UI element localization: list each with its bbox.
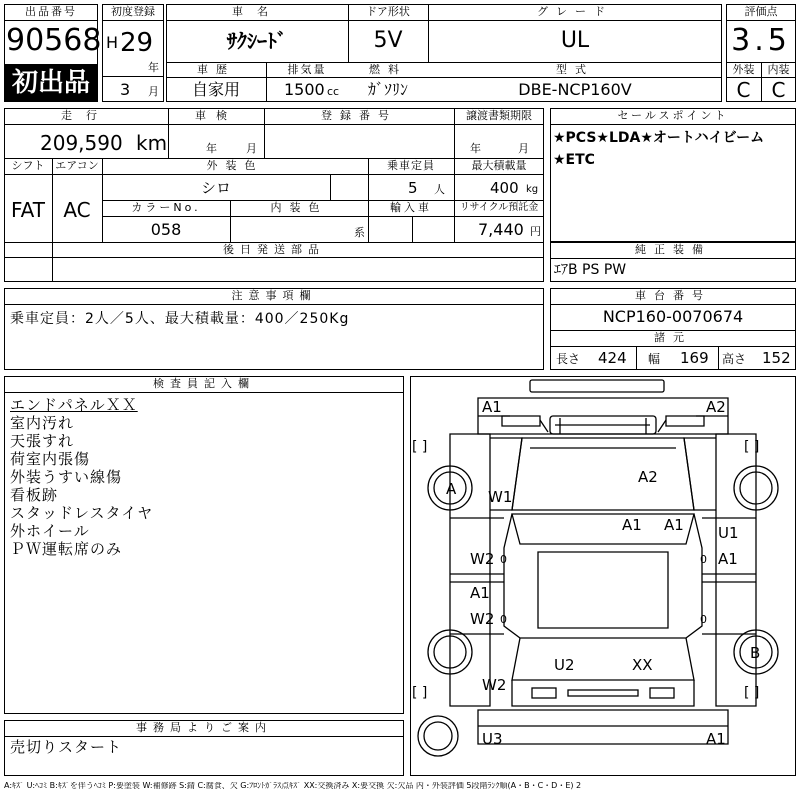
door-label: ドア形状 [366, 5, 410, 18]
equipment-value: ｴｱB PS PW [554, 262, 627, 278]
code-door-right-front: A1 [718, 550, 738, 568]
era-prefix: H [106, 33, 119, 52]
transfer-doc-label: 譲渡書類期限 [466, 109, 532, 122]
capacity-label: 乗車定員 [387, 159, 435, 172]
code-hood: A2 [638, 468, 658, 486]
zero-right-lower: 0 [700, 613, 707, 626]
door-type: 5V [373, 28, 403, 53]
car-name-label: 車名 [232, 5, 282, 18]
interior-label: 内装 [767, 63, 790, 76]
registration-label: 登録番号 [321, 109, 397, 122]
score: 3.5 [731, 23, 791, 58]
sales-points-label: セールスポイント [617, 109, 729, 122]
code-wheel-rear-right: B [750, 644, 761, 662]
inspection-label: 車検 [195, 109, 237, 122]
inspector-line-7: スタッドレスタイヤ [10, 504, 154, 522]
history-label: 車歴 [197, 63, 235, 76]
displacement-label: 排気量 [287, 63, 327, 76]
sales-point-line-1: ★PCS★LDA★オートハイビーム [553, 130, 765, 146]
bracket-left-rear: [ ] [412, 685, 428, 701]
score-label: 評価点 [744, 5, 778, 18]
chassis-label: 車台番号 [635, 289, 711, 302]
exterior-grade: C [736, 78, 751, 102]
notes-text: 乗車定員：2人／5人、最大積載量：400／250Kg [10, 311, 350, 327]
inspector-line-4: 荷室内張傷 [10, 450, 91, 468]
code-roof-right: XX [632, 656, 653, 674]
first-reg-label: 初度登録 [111, 5, 155, 18]
height: 152 [762, 349, 791, 367]
office-label: 事務局よりご案内 [136, 721, 272, 734]
model: DBE-NCP160V [518, 80, 632, 99]
grade-label: グレード [537, 5, 613, 18]
inspector-line-5: 外装うすい線傷 [10, 468, 123, 486]
code-door-rear-left: W2 [470, 550, 495, 568]
max-load: 400 [490, 179, 519, 197]
fuel: ｶﾞｿﾘﾝ [367, 80, 408, 99]
model-label: 型式 [556, 63, 594, 76]
zero-left-upper: 0 [500, 553, 507, 566]
interior-color-label: 内装色 [270, 201, 328, 214]
inspector-line-8: 外ホイール [10, 522, 90, 540]
recycle-fee: 7,440 [478, 220, 524, 239]
transfer-year-unit: 年 [470, 142, 481, 155]
notes-label: 注意事項欄 [231, 289, 317, 302]
code-rocker-left-w: W2 [470, 610, 495, 628]
code-wheel-front-left: A [446, 480, 457, 498]
first-listing-text: 初出品 [11, 68, 90, 98]
inspector-label: 検査員記入欄 [153, 377, 255, 390]
length-label: 長さ [556, 352, 581, 366]
fuel-label: 燃料 [369, 63, 407, 76]
code-windshield-right: A1 [664, 516, 684, 534]
inspector-line-1: エンドパネルＸＸ [10, 396, 138, 414]
code-rear-left: U3 [482, 730, 503, 748]
mileage: 209,590 [40, 131, 123, 155]
grade: UL [560, 28, 590, 53]
inspection-month-unit: 月 [246, 142, 257, 155]
interior-color-suffix: 系 [354, 226, 365, 239]
office-text: 売切りスタート [10, 738, 123, 756]
capacity-unit: 人 [434, 183, 445, 196]
mileage-label: 走行 [61, 109, 111, 122]
code-door-front-left: W1 [488, 488, 513, 506]
code-front-left: A1 [482, 398, 502, 416]
displacement-unit: cc [327, 85, 340, 98]
aircon: AC [63, 198, 91, 222]
lot-number: 90568 [6, 23, 102, 58]
bracket-right-rear: [ ] [744, 685, 760, 701]
code-quarter-left: W2 [482, 676, 507, 694]
sales-points-block [550, 108, 796, 242]
bracket-right: [ ] [744, 439, 760, 455]
max-load-label: 最大積載量 [471, 159, 527, 172]
color-no-label: カラーNo. [131, 201, 201, 214]
interior-grade: C [771, 78, 786, 102]
zero-left-lower: 0 [500, 613, 507, 626]
color-no: 058 [150, 220, 182, 239]
height-label: 高さ [722, 352, 747, 366]
code-pillar-right-top: U1 [718, 524, 739, 542]
lot-label: 出品番号 [25, 5, 77, 18]
inspector-line-6: 看板跡 [10, 486, 59, 504]
history: 自家用 [191, 80, 240, 99]
aircon-label: エアコン [55, 159, 99, 172]
max-load-unit: kg [526, 184, 539, 195]
inspector-line-3: 天張すれ [10, 432, 75, 450]
legend-text: A:ｷｽﾞ U:ﾍｺﾐ B:ｷｽﾞを伴うﾍｺﾐ P:要塗装 W:補修跡 S:錆 C:腐食、欠 G:ﾌﾛﾝﾄｶﾞﾗｽ点ｷｽﾞ XX:交換済み X:要交換 欠:欠品 内・外装評価 5段階ﾗﾝｸ順(A・B・C・D・E) 2 [4, 782, 582, 790]
displacement: 1500 [284, 80, 325, 99]
chassis-number: NCP160-0070674 [602, 307, 744, 326]
width: 169 [680, 349, 709, 367]
reg-year: 29 [120, 28, 154, 58]
car-name: ｻｸｼｰﾄﾞ [227, 29, 287, 53]
exterior-color-label: 外装色 [206, 159, 264, 172]
inspector-line-9: ＰＷ運転席のみ [10, 540, 123, 558]
sales-point-line-2: ★ETC [553, 152, 595, 168]
bracket-left: [ ] [412, 439, 428, 455]
shift: FAT [10, 198, 45, 222]
equipment-label: 純正装備 [635, 243, 711, 256]
parts-later-label: 後日発送部品 [223, 243, 325, 256]
exterior-color: シロ [200, 179, 231, 197]
dims-label: 諸元 [654, 331, 692, 344]
zero-right-upper: 0 [700, 553, 707, 566]
import-label: 輸入車 [390, 201, 432, 214]
code-front-right: A2 [706, 398, 726, 416]
code-rocker-left: A1 [470, 584, 490, 602]
code-windshield-left: A1 [622, 516, 642, 534]
inspection-year-unit: 年 [206, 142, 217, 155]
code-roof-left: U2 [554, 656, 575, 674]
code-rear-right: A1 [706, 730, 726, 748]
reg-month: 3 [120, 80, 131, 99]
exterior-label: 外装 [732, 63, 755, 76]
width-label: 幅 [648, 352, 661, 366]
reg-month-unit: 月 [148, 85, 159, 98]
mileage-unit: km [136, 131, 168, 155]
capacity: 5 [408, 179, 418, 197]
recycle-unit: 円 [530, 225, 541, 238]
reg-year-unit: 年 [148, 61, 159, 74]
shift-label: シフト [11, 159, 45, 172]
recycle-label: リサイクル預託金 [459, 202, 539, 213]
transfer-month-unit: 月 [518, 142, 529, 155]
length: 424 [598, 349, 627, 367]
car-diagram [410, 376, 796, 776]
inspector-line-2: 室内汚れ [10, 414, 75, 432]
inspector-notes [10, 396, 153, 558]
